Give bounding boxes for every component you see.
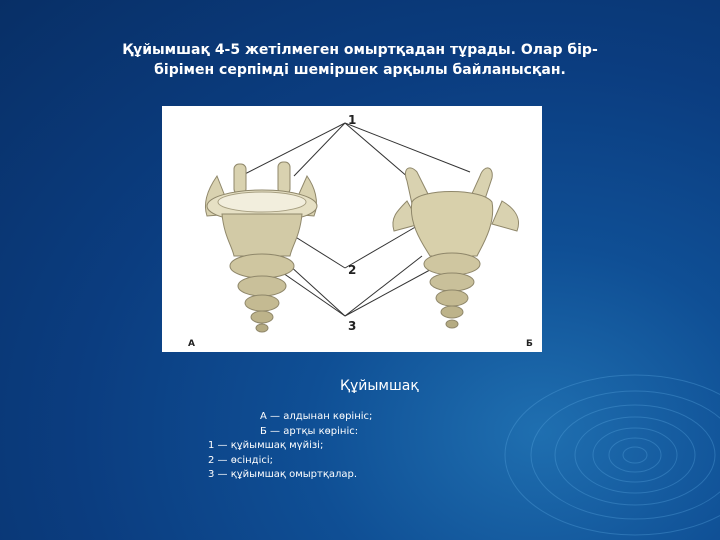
label-coccygeal-horn: 1 bbox=[348, 113, 357, 127]
caption-title: Құйымшақ bbox=[340, 378, 419, 394]
legend-line: 2 — өсіндісі; bbox=[208, 454, 273, 466]
coccyx-drawing bbox=[162, 106, 542, 352]
legend-line: 3 — құйымшақ омыртқалар. bbox=[208, 469, 358, 480]
slide-title bbox=[100, 40, 620, 80]
label-process: 2 bbox=[348, 263, 357, 277]
legend-line: Б — артқы көрініс: bbox=[260, 425, 359, 437]
label-posterior-view: Б bbox=[526, 339, 533, 349]
slide-title-line-1: Құйымшақ 4-5 жетілмеген омыртқадан тұрады. Олар бір- bbox=[122, 42, 598, 58]
label-anterior-view: А bbox=[188, 339, 195, 349]
coccyx-posterior-view bbox=[393, 168, 519, 328]
label-coccygeal-vertebrae: 3 bbox=[348, 319, 357, 333]
water-ripple-decoration bbox=[460, 340, 720, 540]
legend-line: 1 — құйымшақ мүйізі; bbox=[208, 440, 324, 451]
legend-line: А — алдынан көрініс; bbox=[260, 411, 373, 422]
coccyx-anterior-view bbox=[205, 162, 317, 332]
slide-title-line-2: бірімен серпімді шеміршек арқылы байланысқан. bbox=[154, 62, 566, 78]
figure-legend bbox=[208, 410, 372, 483]
coccyx-illustration bbox=[162, 106, 542, 352]
